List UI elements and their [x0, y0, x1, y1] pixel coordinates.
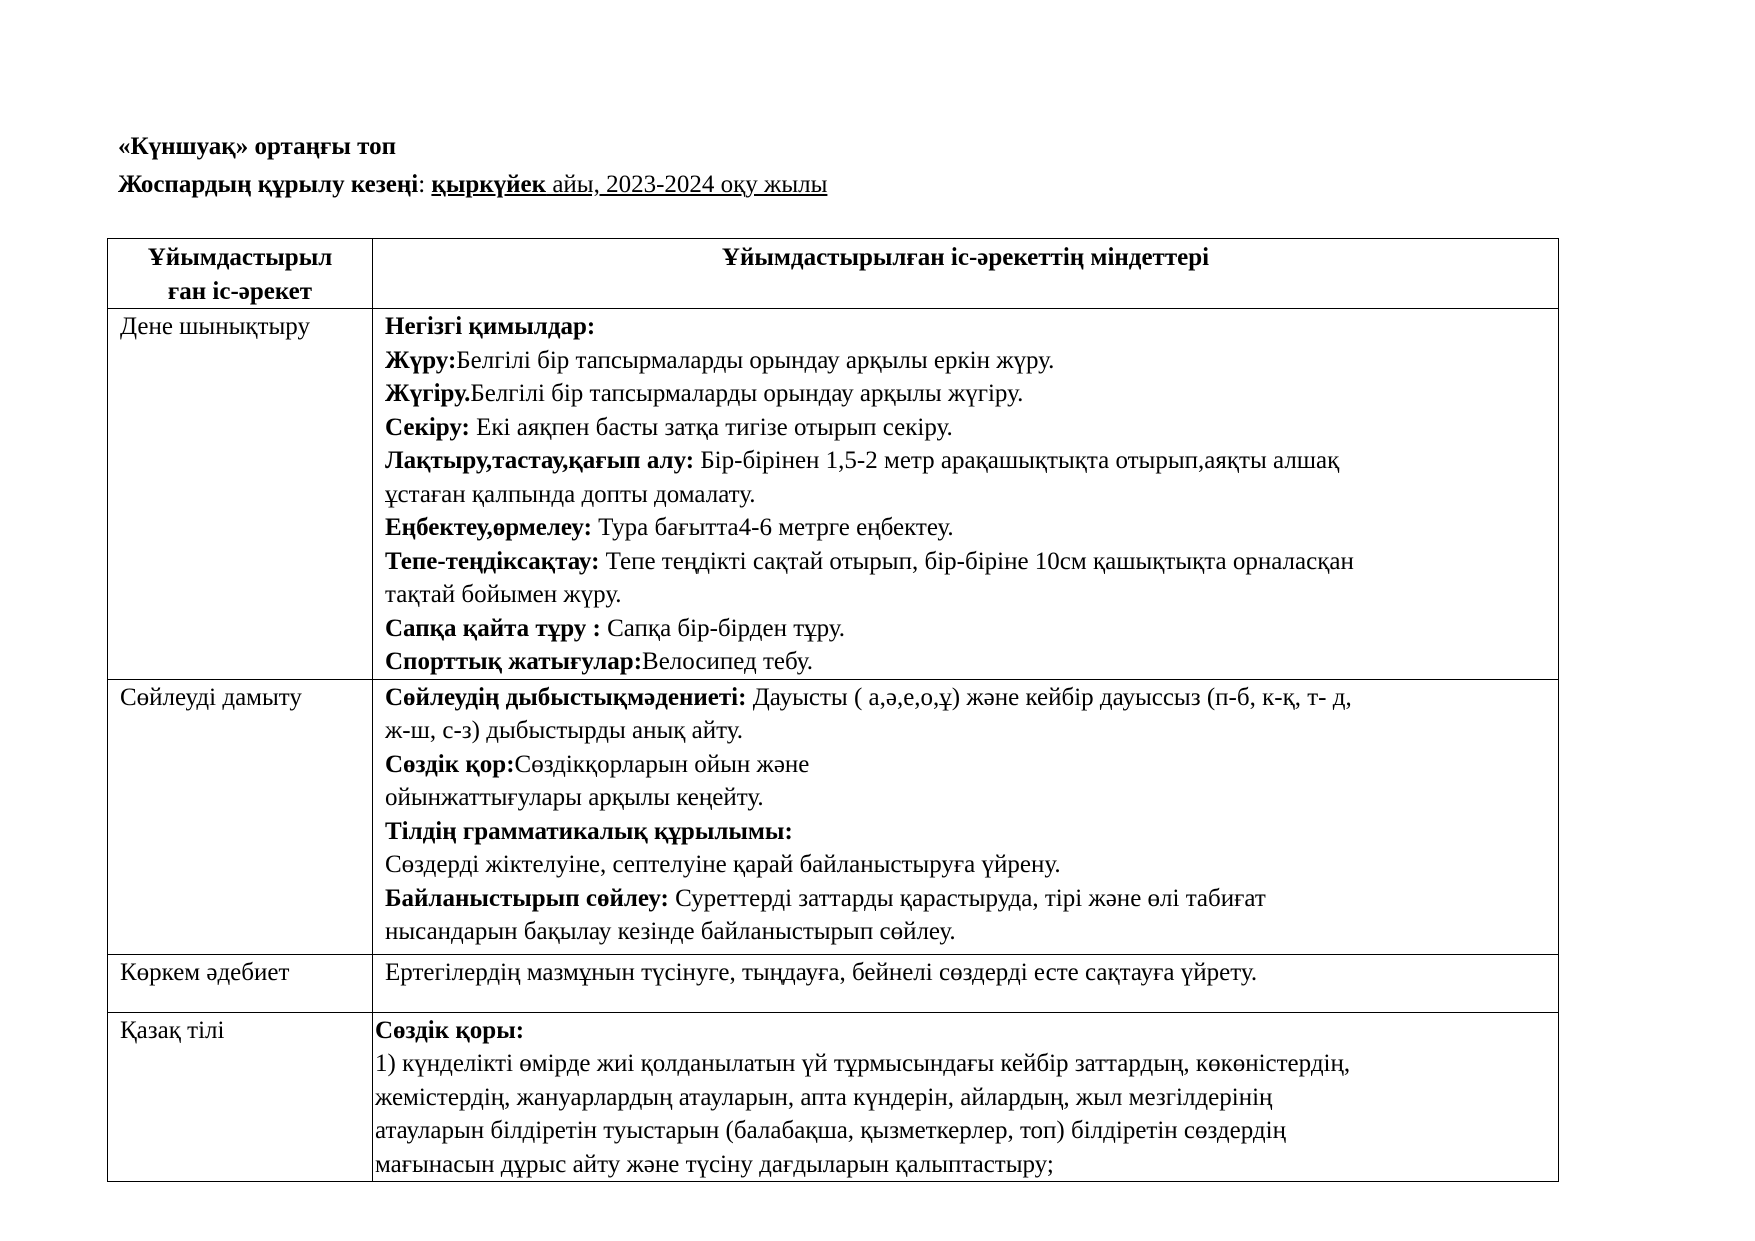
- task-line: [385, 377, 1558, 411]
- tasks-cell: [373, 1012, 1559, 1182]
- task-heading: Жүру:: [385, 346, 457, 374]
- tasks-cell: [373, 309, 1559, 680]
- task-line: [385, 956, 1558, 990]
- activity-cell: Сөйлеуді дамыту: [108, 679, 373, 954]
- task-heading: Сөздік қор:: [385, 750, 515, 778]
- task-heading: Негізгі қимылдар:: [385, 313, 596, 340]
- task-heading: Сапқа қайта тұру :: [385, 614, 601, 642]
- task-text: ж-ш, с-з) дыбыстырды анық айту.: [385, 717, 743, 744]
- task-text: Тура бағытта4-6 метрге еңбектеу.: [591, 514, 954, 541]
- task-text: Белгілі бір тапсырмаларды орындау арқылы еркін жүру.: [456, 346, 1055, 374]
- period-label: Жоспардың құрылу кезеңі: [118, 171, 419, 198]
- activity-cell: Көркем әдебиет: [108, 954, 373, 1012]
- task-line: [385, 578, 1558, 612]
- task-line: [385, 748, 1558, 782]
- task-text: Тепе теңдікті сақтай отырып, бір-біріне 10см қашықтықта орналасқан: [599, 547, 1354, 575]
- task-heading: Спорттық жатығулар:: [385, 648, 643, 675]
- task-line: [385, 511, 1558, 545]
- task-line: [385, 612, 1558, 646]
- task-line: [385, 781, 1558, 815]
- task-text: ұстаған қалпында допты домалату.: [385, 480, 756, 508]
- task-text: Ертегілердің мазмұнын түсінуге, тыңдауға, бейнелі сөздерді есте сақтауға үйрету.: [385, 958, 1258, 986]
- task-heading: Лақтыру,тастау,қағып алу:: [385, 447, 695, 474]
- task-line: [375, 1081, 1558, 1115]
- task-text: атауларын білдіретін туыстарын (балабақша, қызметкерлер, топ) білдіретін сөздердің: [375, 1117, 1286, 1144]
- activity-cell: Дене шынықтыру: [108, 309, 373, 680]
- task-line: [385, 645, 1558, 679]
- task-text: ойынжаттығулары арқылы кеңейту.: [385, 784, 764, 811]
- header-tasks: Ұйымдастырылған іс-әрекеттің міндеттері: [373, 239, 1559, 309]
- task-heading: Сөйлеудің дыбыстықмәдениеті:: [385, 683, 747, 711]
- table-row: [108, 309, 1559, 680]
- task-heading: Тепе-теңдіксақтау:: [385, 547, 600, 575]
- task-line: [375, 1114, 1558, 1148]
- document-header: [118, 128, 827, 204]
- task-text: жемістердің, жануарлардың атауларын, апта күндерін, айлардың, жыл мезгілдерінің: [375, 1083, 1273, 1111]
- task-line: [385, 344, 1558, 378]
- task-heading: Жүгіру.: [385, 380, 471, 407]
- task-line: [385, 545, 1558, 579]
- task-text: Сөздерді жіктелуіне, септелуіне қарай байланыстыруға үйрену.: [385, 851, 1061, 878]
- task-text: Сапқа бір-бірден тұру.: [600, 614, 846, 642]
- task-heading: Еңбектеу,өрмелеу:: [385, 514, 592, 541]
- task-line: [385, 310, 1558, 344]
- task-line: [385, 681, 1558, 715]
- table-header-row: [108, 239, 1559, 309]
- task-line: [385, 915, 1558, 949]
- table-row: [108, 954, 1559, 1012]
- task-text: Велосипед тебу.: [642, 648, 814, 675]
- task-heading: Тілдің грамматикалық құрылымы:: [385, 817, 793, 845]
- activity-cell: Қазақ тілі: [108, 1012, 373, 1182]
- group-title: «Күншуақ» ортаңғы топ: [118, 133, 397, 160]
- task-line: [385, 478, 1558, 512]
- task-text: тақтай бойымен жүру.: [385, 581, 622, 608]
- plan-table: [107, 238, 1559, 1182]
- task-heading: Байланыстырып сөйлеу:: [385, 884, 669, 912]
- task-text: Екі аяқпен басты затқа тигізе отырып секіру.: [469, 413, 953, 441]
- task-heading: Сөздік қоры:: [375, 1016, 525, 1044]
- task-line: [375, 1047, 1558, 1081]
- table-row: [108, 679, 1559, 954]
- task-line: [385, 882, 1558, 916]
- task-text: 1) күнделікті өмірде жиі қолданылатын үй тұрмысындағы кейбір заттардың, көкөністердің,: [375, 1050, 1351, 1077]
- table-row: [108, 1012, 1559, 1182]
- task-line: [385, 411, 1558, 445]
- task-line: [375, 1148, 1558, 1182]
- tasks-cell: [373, 954, 1559, 1012]
- task-line: [385, 815, 1558, 849]
- task-text: нысандарын бақылау кезінде байланыстырып сөйлеу.: [385, 918, 956, 945]
- task-text: Дауысты ( а,ә,е,о,ұ) және кейбір дауыссыз (п-б, к-қ, т- д,: [746, 683, 1352, 711]
- task-text: Суреттерді заттарды қарастыруда, тірі және өлі табиғат: [668, 884, 1266, 912]
- task-line: [385, 848, 1558, 882]
- header-activity: Ұйымдастырыл ған іс-әрекет: [108, 239, 373, 309]
- task-line: [375, 1014, 1558, 1048]
- task-text: Бір-бірінен 1,5-2 метр арақашықтықта отырып,аяқты алшақ: [694, 447, 1340, 474]
- period-month: қыркүйек: [431, 171, 547, 198]
- task-line: [385, 444, 1558, 478]
- tasks-cell: [373, 679, 1559, 954]
- task-heading: Секіру:: [385, 413, 470, 441]
- plan-period: Жоспардың құрылу кезеңі: қыркүйек айы, 2023-2024 оқу жылы: [118, 171, 828, 198]
- period-rest: айы, 2023-2024 оқу жылы: [546, 171, 828, 198]
- task-text: Белгілі бір тапсырмаларды орындау арқылы жүгіру.: [470, 380, 1024, 407]
- task-text: Сөздікқорларын ойын және: [514, 750, 810, 778]
- task-line: [385, 714, 1558, 748]
- task-text: мағынасын дұрыс айту және түсіну дағдыларын қалыптастыру;: [375, 1150, 1054, 1178]
